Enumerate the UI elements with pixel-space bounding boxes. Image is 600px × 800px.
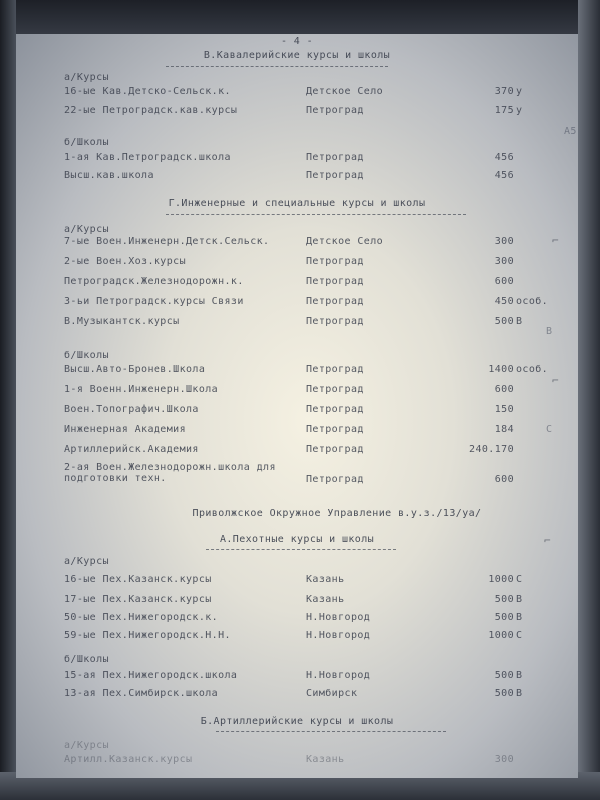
row-mark: С <box>516 574 523 585</box>
table-row <box>16 384 578 398</box>
row-city: Петроград <box>306 276 364 287</box>
row-mark: В <box>516 612 523 623</box>
row-name: Воен.Топографич.Школа <box>64 404 199 415</box>
row-city: Детское Село <box>306 236 384 247</box>
table-row <box>16 612 578 626</box>
row-count: 1000 <box>488 630 514 641</box>
table-row <box>16 630 578 644</box>
row-city: Петроград <box>306 364 364 375</box>
row-city: Н.Новгород <box>306 630 371 641</box>
title-underline <box>206 549 396 550</box>
section-v-courses-label: а/Курсы <box>64 72 109 83</box>
row-city: Н.Новгород <box>306 670 371 681</box>
page-number: - 4 - <box>280 36 314 47</box>
row-name: 13-ая Пех.Симбирск.школа <box>64 688 219 699</box>
title-underline <box>166 66 388 67</box>
row-name: Артиллерийск.Академия <box>64 444 199 455</box>
row-mark: у <box>516 105 523 116</box>
row-name: Высш.Авто-Бронев.Школа <box>64 364 206 375</box>
row-city: Казань <box>306 594 345 605</box>
section-g-courses-label: а/Курсы <box>64 224 109 235</box>
table-row <box>16 424 578 438</box>
row-name: 16-ые Пех.Казанск.курсы <box>64 574 212 585</box>
row-mark: С <box>516 630 523 641</box>
section-a-schools-label: б/Школы <box>64 654 109 665</box>
row-mark: В <box>516 316 523 327</box>
row-name: 7-ые Воен.Инженерн.Детск.Сельск. <box>64 236 270 247</box>
row-name: 15-ая Пех.Нижегородск.школа <box>64 670 238 681</box>
row-count: 370 <box>494 86 514 97</box>
table-row <box>16 86 578 100</box>
table-row <box>16 152 578 166</box>
margin-note: В <box>546 326 553 337</box>
section-b-courses-label: а/Курсы <box>64 740 109 751</box>
row-name: Петроградск.Железнодорожн.к. <box>64 276 244 287</box>
row-city: Петроград <box>306 152 364 163</box>
row-count: 450 <box>494 296 514 307</box>
margin-note: А5 <box>564 126 577 137</box>
row-count: 1400 <box>488 364 514 375</box>
margin-tick: ⌐ <box>552 234 560 247</box>
table-row <box>16 236 578 250</box>
section-g-schools-label: б/Школы <box>64 350 109 361</box>
row-name: 1-ая Кав.Петроградск.школа <box>64 152 231 163</box>
row-count: 500 <box>494 612 514 623</box>
row-count: 500 <box>494 688 514 699</box>
district-title: Приволжское Окружное Управление в.у.з./13/уа/ <box>192 508 482 519</box>
row-count: 300 <box>494 236 514 247</box>
margin-tick: ⌐ <box>552 374 560 387</box>
row-city: Петроград <box>306 474 364 485</box>
row-city: Симбирск <box>306 688 358 699</box>
row-city: Петроград <box>306 256 364 267</box>
table-row <box>16 574 578 588</box>
row-name: 2-ая Воен.Железнодорожн.школа для подготовки техн. <box>64 462 276 484</box>
table-row <box>16 462 578 488</box>
row-city: Петроград <box>306 296 364 307</box>
table-row <box>16 105 578 119</box>
row-count: 600 <box>494 474 514 485</box>
margin-note: С <box>546 424 553 435</box>
row-city: Казань <box>306 754 345 765</box>
row-count: 500 <box>494 316 514 327</box>
table-row <box>16 688 578 702</box>
table-row <box>16 444 578 458</box>
table-row <box>16 256 578 270</box>
section-a-courses-label: а/Курсы <box>64 556 109 567</box>
row-mark: особ. <box>516 296 549 307</box>
row-name: 50-ые Пех.Нижегородск.к. <box>64 612 219 623</box>
table-row <box>16 170 578 184</box>
document-page <box>16 34 578 778</box>
row-mark: особ. <box>516 364 549 375</box>
section-v-title: В.Кавалерийские курсы и школы <box>203 50 391 61</box>
row-count: 456 <box>494 152 514 163</box>
scanner-frame-right <box>578 0 600 800</box>
row-city: Н.Новгород <box>306 612 371 623</box>
row-count: 300 <box>494 754 514 765</box>
row-count: 600 <box>494 276 514 287</box>
table-row <box>16 754 578 768</box>
row-count: 500 <box>494 594 514 605</box>
row-count: 175 <box>494 105 514 116</box>
table-row <box>16 276 578 290</box>
row-count: 300 <box>494 256 514 267</box>
table-row <box>16 670 578 684</box>
row-count: 150 <box>494 404 514 415</box>
row-city: Петроград <box>306 170 364 181</box>
section-g-title: Г.Инженерные и специальные курсы и школы <box>168 198 426 209</box>
row-name: 3-ьи Петроградск.курсы Связи <box>64 296 244 307</box>
row-name: В.Музыкантск.курсы <box>64 316 180 327</box>
section-b-title: Б.Артиллерийские курсы и школы <box>200 716 394 727</box>
row-count: 184 <box>494 424 514 435</box>
row-count: 240.170 <box>469 444 514 455</box>
row-mark: у <box>516 86 523 97</box>
table-row <box>16 296 578 310</box>
row-city: Казань <box>306 574 345 585</box>
row-city: Петроград <box>306 384 364 395</box>
row-name: Артилл.Казанск.курсы <box>64 754 193 765</box>
row-name: 22-ые Петроградск.кав.курсы <box>64 105 238 116</box>
row-count: 456 <box>494 170 514 181</box>
table-row <box>16 594 578 608</box>
row-mark: В <box>516 670 523 681</box>
row-name: Инженерная Академия <box>64 424 186 435</box>
title-underline <box>216 731 446 732</box>
row-count: 600 <box>494 384 514 395</box>
scanner-frame-left <box>0 0 16 800</box>
row-name: 17-ые Пех.Казанск.курсы <box>64 594 212 605</box>
row-name: 1-я Военн.Инженерн.Школа <box>64 384 219 395</box>
table-row <box>16 316 578 330</box>
row-mark: В <box>516 688 523 699</box>
row-city: Петроград <box>306 444 364 455</box>
table-row <box>16 364 578 378</box>
row-city: Петроград <box>306 404 364 415</box>
row-name: Высш.кав.школа <box>64 170 154 181</box>
row-name: 16-ые Кав.Детско-Сельск.к. <box>64 86 231 97</box>
row-name: 2-ые Воен.Хоз.курсы <box>64 256 186 267</box>
row-count: 500 <box>494 670 514 681</box>
row-city: Петроград <box>306 105 364 116</box>
row-city: Петроград <box>306 424 364 435</box>
row-mark: В <box>516 594 523 605</box>
section-a-title: А.Пехотные курсы и школы <box>219 534 375 545</box>
margin-tick: ⌐ <box>544 534 552 547</box>
row-name: 59-ые Пех.Нижегородск.Н.Н. <box>64 630 231 641</box>
row-city: Детское Село <box>306 86 384 97</box>
row-city: Петроград <box>306 316 364 327</box>
row-count: 1000 <box>488 574 514 585</box>
table-row <box>16 404 578 418</box>
section-v-schools-label: б/Школы <box>64 137 109 148</box>
title-underline <box>166 214 466 215</box>
